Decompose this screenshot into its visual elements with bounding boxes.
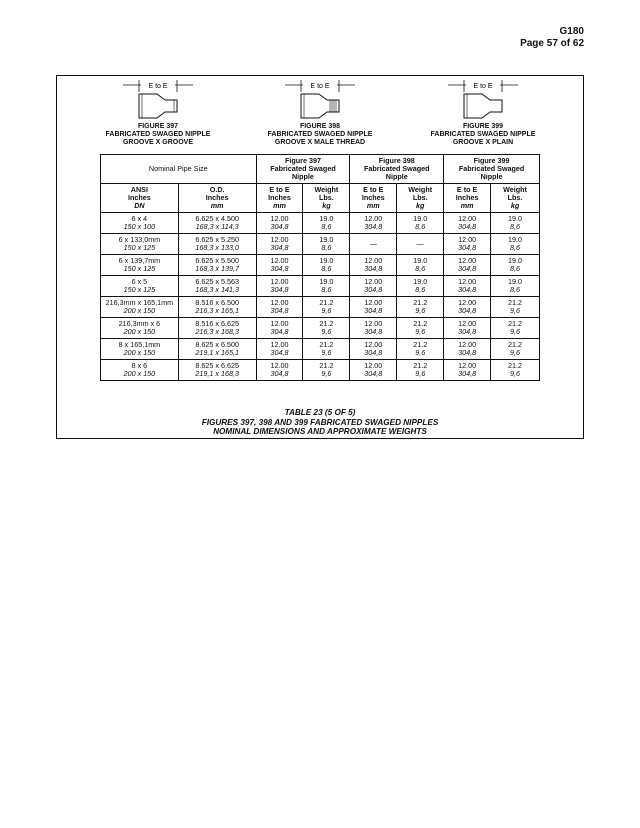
e-to-e-cell: 12.00 304,8 (256, 297, 303, 318)
dim-label: E to E (310, 83, 330, 90)
page-header (520, 26, 584, 50)
figure-397-header: Figure 397 Fabricated Swaged Nipple (256, 155, 350, 184)
table-row (101, 276, 540, 297)
table-row (101, 234, 540, 255)
e-to-e-cell: 12.00 304,8 (350, 360, 397, 381)
dimensions-table (100, 154, 540, 381)
od-cell: 8.516 x 6.625 216,3 x 168,3 (178, 318, 256, 339)
weight-cell: 21.2 9,6 (303, 297, 350, 318)
figure-line1: FABRICATED SWAGED NIPPLE (430, 131, 536, 138)
table-row (101, 360, 540, 381)
e-to-e-cell: 12.00 304,8 (256, 213, 303, 234)
figure-line2: GROOVE X PLAIN (452, 139, 514, 146)
dim-label: E to E (148, 83, 168, 90)
figure-397 (73, 78, 243, 147)
e-to-e-cell: 12.00 304,8 (444, 360, 491, 381)
od-cell: 8.516 x 6.500 216,3 x 165,1 (178, 297, 256, 318)
e-to-e-cell: 12.00 304,8 (256, 255, 303, 276)
caption-line3: NOMINAL DIMENSIONS AND APPROXIMATE WEIGHTS (213, 427, 427, 436)
od-cell: 6.625 x 5.563 168,3 x 141,3 (178, 276, 256, 297)
weight-cell: 19.0 8,6 (491, 276, 540, 297)
pipe-size-cell: 216,3mm x 6 200 x 150 (101, 318, 179, 339)
table-row (101, 297, 540, 318)
e-to-e-header: E to E Inches mm (350, 184, 397, 213)
table-row (101, 318, 540, 339)
pipe-size-cell: 6 x 4 150 x 100 (101, 213, 179, 234)
table-row (101, 213, 540, 234)
weight-cell: 19.0 8,6 (491, 255, 540, 276)
pipe-size-cell: 8 x 6 200 x 150 (101, 360, 179, 381)
weight-cell: 19.0 8,6 (303, 255, 350, 276)
weight-cell: 19.0 8,6 (303, 213, 350, 234)
figure-line1: FABRICATED SWAGED NIPPLE (267, 131, 373, 138)
e-to-e-cell: 12.00 304,8 (256, 234, 303, 255)
figure-line1: FABRICATED SWAGED NIPPLE (105, 131, 211, 138)
table-row (101, 255, 540, 276)
e-to-e-cell: 12.00 304,8 (350, 276, 397, 297)
table-caption (56, 408, 584, 437)
e-to-e-cell: 12.00 304,8 (256, 360, 303, 381)
weight-cell: 19.0 8,6 (397, 213, 444, 234)
figure-title: FIGURE 399 (462, 123, 504, 130)
pipe-size-cell: 8 x 165,1mm 200 x 150 (101, 339, 179, 360)
table-header-row (101, 155, 540, 184)
figure-title: FIGURE 398 (299, 123, 341, 130)
e-to-e-cell: 12.00 304,8 (256, 318, 303, 339)
od-cell: 6.625 x 5.250 168,3 x 133,0 (178, 234, 256, 255)
weight-cell: 19.0 8,6 (303, 234, 350, 255)
weight-cell: 21.2 9,6 (491, 318, 540, 339)
caption-line1: TABLE 23 (5 OF 5) (284, 408, 356, 417)
e-to-e-header: E to E Inches mm (256, 184, 303, 213)
weight-cell: 21.2 9,6 (397, 360, 444, 381)
od-cell: 8.625 x 6.500 219,1 x 165,1 (178, 339, 256, 360)
weight-cell: 21.2 9,6 (397, 318, 444, 339)
e-to-e-cell: 12.00 304,8 (350, 255, 397, 276)
weight-cell: 21.2 9,6 (491, 339, 540, 360)
e-to-e-cell: 12.00 304,8 (444, 276, 491, 297)
e-to-e-cell: 12.00 304,8 (256, 339, 303, 360)
pipe-size-cell: 6 x 139,7mm 150 x 125 (101, 255, 179, 276)
e-to-e-cell: 12.00 304,8 (256, 276, 303, 297)
weight-cell: 21.2 9,6 (491, 360, 540, 381)
dim-label: E to E (473, 83, 493, 90)
table-body (101, 213, 540, 381)
e-to-e-header: E to E Inches mm (444, 184, 491, 213)
e-to-e-cell: 12.00 304,8 (444, 297, 491, 318)
figure-399-header: Figure 399 Fabricated Swaged Nipple (444, 155, 540, 184)
nominal-pipe-size-header: Nominal Pipe Size (101, 155, 257, 184)
figure-line2: GROOVE X MALE THREAD (274, 139, 366, 146)
weight-cell: 21.2 9,6 (397, 339, 444, 360)
od-cell: 6.625 x 4.500 168,3 x 114,3 (178, 213, 256, 234)
table-subheader-row (101, 184, 540, 213)
weight-cell: 21.2 9,6 (303, 360, 350, 381)
e-to-e-cell: 12.00 304,8 (444, 339, 491, 360)
figure-line2: GROOVE X GROOVE (122, 139, 193, 146)
e-to-e-cell: 12.00 304,8 (350, 318, 397, 339)
weight-cell: 21.2 9,6 (303, 339, 350, 360)
e-to-e-cell: 12.00 304,8 (350, 339, 397, 360)
figure-398 (235, 78, 405, 147)
swaged-nipple-groove-groove-icon (113, 78, 203, 122)
weight-cell: 19.0 8,6 (303, 276, 350, 297)
e-to-e-cell: 12.00 304,8 (350, 297, 397, 318)
figure-398-header: Figure 398 Fabricated Swaged Nipple (350, 155, 444, 184)
ansi-header: ANSI Inches DN (101, 184, 179, 213)
weight-cell: 19.0 8,6 (397, 255, 444, 276)
e-to-e-cell: 12.00 304,8 (444, 318, 491, 339)
pipe-size-cell: 216,3mm x 165,1mm 200 x 150 (101, 297, 179, 318)
weight-header: Weight Lbs. kg (397, 184, 444, 213)
e-to-e-cell: — (350, 234, 397, 255)
swaged-nipple-groove-plain-icon (438, 78, 528, 122)
table-row (101, 339, 540, 360)
weight-cell: 19.0 8,6 (491, 213, 540, 234)
weight-cell: 21.2 9,6 (397, 297, 444, 318)
page-number: Page 57 of 62 (520, 38, 584, 49)
od-header: O.D. Inches mm (178, 184, 256, 213)
figure-399 (398, 78, 568, 147)
doc-code: G180 (559, 26, 584, 37)
figure-title: FIGURE 397 (137, 123, 179, 130)
weight-cell: 21.2 9,6 (491, 297, 540, 318)
weight-cell: 19.0 8,6 (491, 234, 540, 255)
pipe-size-cell: 6 x 5 150 x 125 (101, 276, 179, 297)
od-cell: 6.625 x 5.500 168,3 x 139,7 (178, 255, 256, 276)
e-to-e-cell: 12.00 304,8 (444, 213, 491, 234)
swaged-nipple-groove-thread-icon (275, 78, 365, 122)
weight-cell: 21.2 9,6 (303, 318, 350, 339)
weight-cell: 19.0 8,6 (397, 276, 444, 297)
weight-cell: — (397, 234, 444, 255)
caption-line2: FIGURES 397, 398 AND 399 FABRICATED SWAGED NIPPLES (201, 417, 439, 427)
od-cell: 8.625 x 6.625 219,1 x 168,3 (178, 360, 256, 381)
e-to-e-cell: 12.00 304,8 (350, 213, 397, 234)
weight-header: Weight Lbs. kg (491, 184, 540, 213)
e-to-e-cell: 12.00 304,8 (444, 255, 491, 276)
pipe-size-cell: 6 x 133,0mm 150 x 125 (101, 234, 179, 255)
e-to-e-cell: 12.00 304,8 (444, 234, 491, 255)
weight-header: Weight Lbs. kg (303, 184, 350, 213)
